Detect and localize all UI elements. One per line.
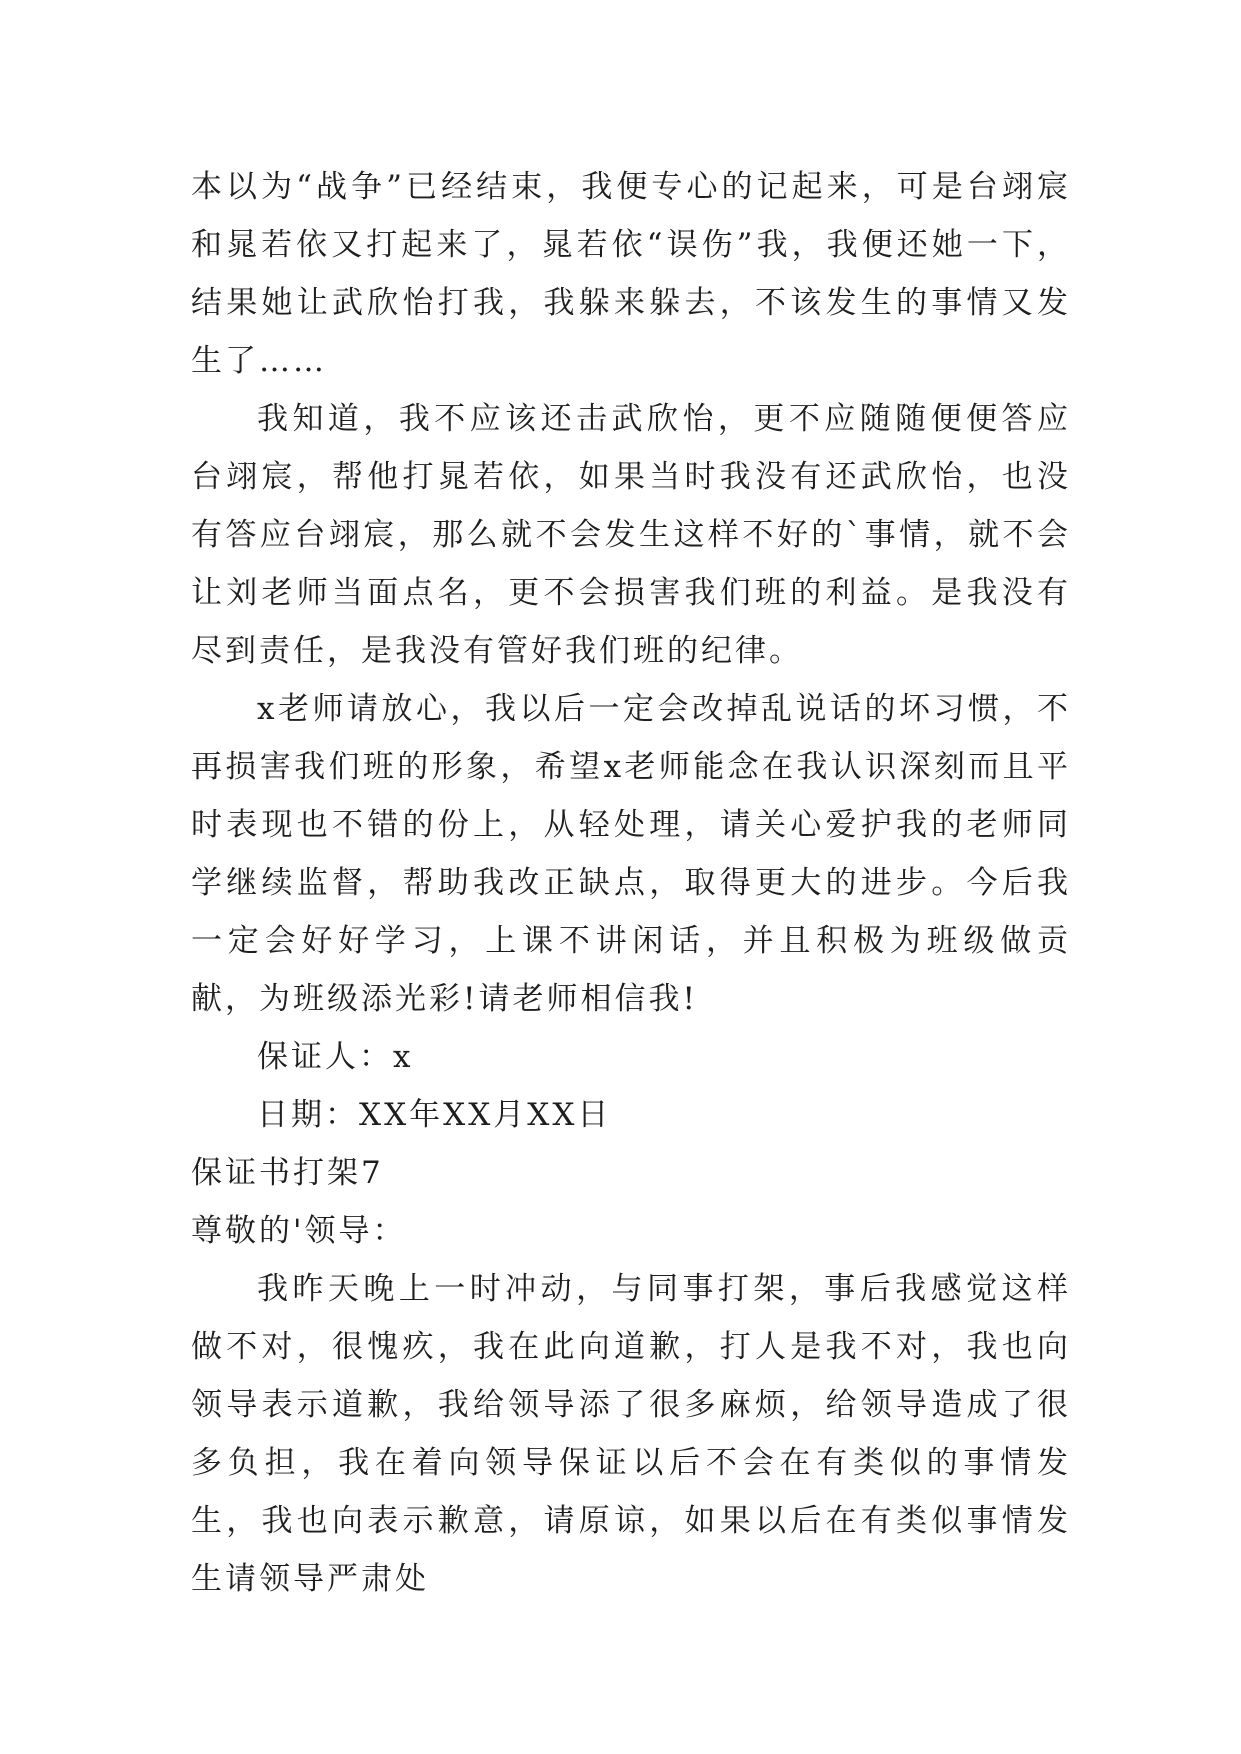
salutation: 尊敬的'领导： [191, 1213, 407, 1249]
document-body [191, 158, 1071, 1608]
paragraph-reflection: 我知道，我不应该还击武欣怡，更不应随随便便答应台翊宸，帮他打晁若依，如果当时我没有还武欣怡，也没有答应台翊宸，那么就不会发生这样不好的`事情，就不会让刘老师当面点名，更不会损害我们班的利益。是我没有尽到责任，是我没有管好我们班的纪律。 [191, 401, 1071, 669]
guarantor-line: 保证人：x [257, 1039, 414, 1075]
paragraph-apology: 我昨天晚上一时冲动，与同事打架，事后我感觉这样做不对，很愧疚，我在此向道歉，打人是我不对，我也向领导表示道歉，我给领导添了很多麻烦，给领导造成了很多负担，我在着向领导保证以后不会在有类似的事情发生，我也向表示歉意，请原谅，如果以后在有类似事情发生请领导严肃处 [191, 1271, 1071, 1597]
paragraph-promise: x老师请放心，我以后一定会改掉乱说话的坏习惯，不再损害我们班的形象，希望x老师能念在我认识深刻而且平时表现也不错的份上，从轻处理，请关心爱护我的老师同学继续监督，帮助我改正缺点，取得更大的进步。今后我一定会好好学习，上课不讲闲话，并且积极为班级做贡献，为班级添光彩!请老师相信我! [191, 691, 1071, 1017]
date-line: 日期：XX年XX月XX日 [257, 1097, 612, 1133]
section-title: 保证书打架7 [191, 1155, 384, 1191]
paragraph-war-ended: 本以为“战争”已经结束，我便专心的记起来，可是台翊宸和晁若依又打起来了，晁若依“误伤”我，我便还她一下，结果她让武欣怡打我，我躲来躲去，不该发生的事情又发生了…… [191, 169, 1071, 379]
